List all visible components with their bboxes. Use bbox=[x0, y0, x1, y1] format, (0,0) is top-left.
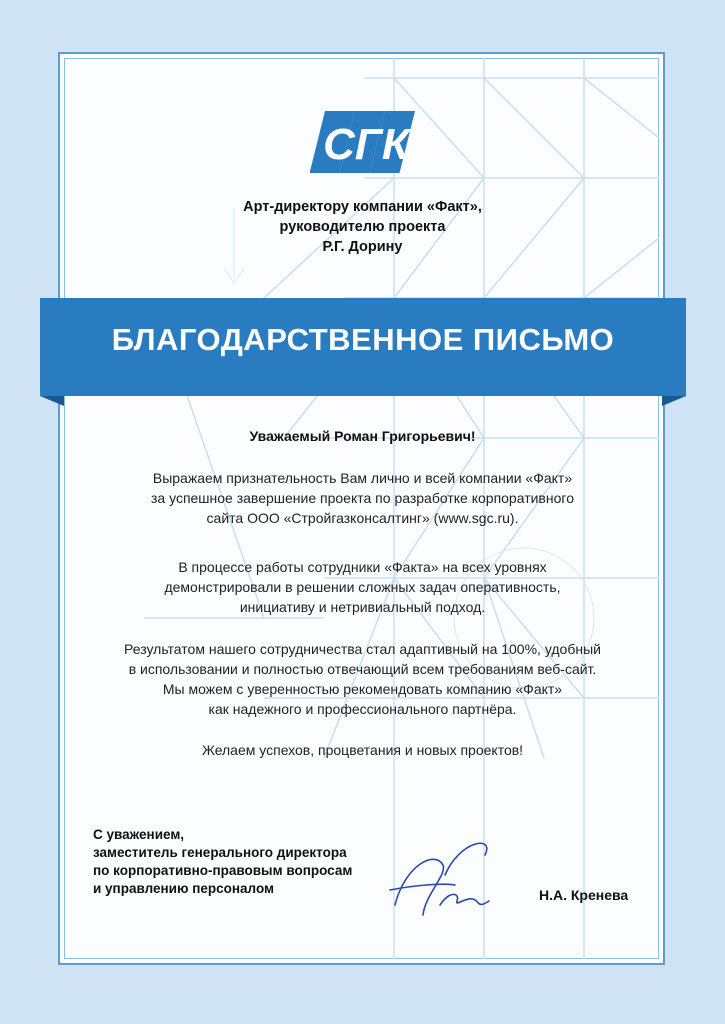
paragraph bbox=[100, 557, 625, 617]
sgk-logo bbox=[310, 107, 420, 177]
paragraph-line: как надежного и профессионального партнёра. bbox=[208, 701, 517, 717]
paragraph bbox=[100, 468, 625, 528]
paragraph bbox=[100, 740, 625, 760]
paragraph-line: в использовании и полностью отвечающий всем требованиям веб-сайт. bbox=[128, 661, 597, 677]
closing-line: заместитель генерального директора bbox=[93, 845, 347, 860]
paragraph-line: сайта ООО «Стройгазконсалтинг» (www.sgc.ru). bbox=[206, 510, 519, 526]
paragraph-line: демонстрировали в решении сложных задач оперативность, bbox=[164, 579, 561, 595]
logo-text: СГК bbox=[323, 120, 409, 169]
paragraph-line: Результатом нашего сотрудничества стал адаптивный на 100%, удобный bbox=[124, 641, 601, 657]
paragraph-line: Желаем успехов, процветания и новых проектов! bbox=[201, 742, 524, 758]
closing-line: С уважением, bbox=[93, 827, 185, 842]
closing-line: по корпоративно-правовым вопросам bbox=[93, 863, 353, 878]
addressee-line: Р.Г. Дорину bbox=[322, 239, 403, 255]
salutation: Уважаемый Роман Григорьевич! bbox=[249, 428, 476, 444]
handwritten-signature bbox=[385, 835, 515, 925]
signer-name: Н.А. Кренева bbox=[539, 887, 629, 903]
paragraph-line: В процессе работы сотрудники «Факта» на всех уровнях bbox=[178, 559, 547, 575]
paragraph-line: за успешное завершение проекта по разработке корпоративного bbox=[151, 490, 574, 506]
banner-fold-right bbox=[662, 396, 686, 406]
addressee-line: Арт-директору компании «Факт», bbox=[243, 199, 482, 215]
addressee-line: руководителю проекта bbox=[279, 219, 446, 235]
paragraph-line: инициативу и нетривиальный подход. bbox=[239, 599, 486, 615]
banner-fold-left bbox=[40, 396, 64, 406]
closing-line: и управлению персоналом bbox=[93, 881, 275, 896]
closing-block bbox=[93, 826, 393, 898]
paragraph bbox=[100, 639, 625, 719]
letter-title: БЛАГОДАРСТВЕННОЕ ПИСЬМО bbox=[111, 322, 615, 357]
paragraph-line: Выражаем признательность Вам лично и всей компании «Факт» bbox=[152, 470, 573, 486]
addressee-block bbox=[200, 197, 525, 257]
paragraph-line: Мы можем с уверенностью рекомендовать компанию «Факт» bbox=[162, 681, 563, 697]
